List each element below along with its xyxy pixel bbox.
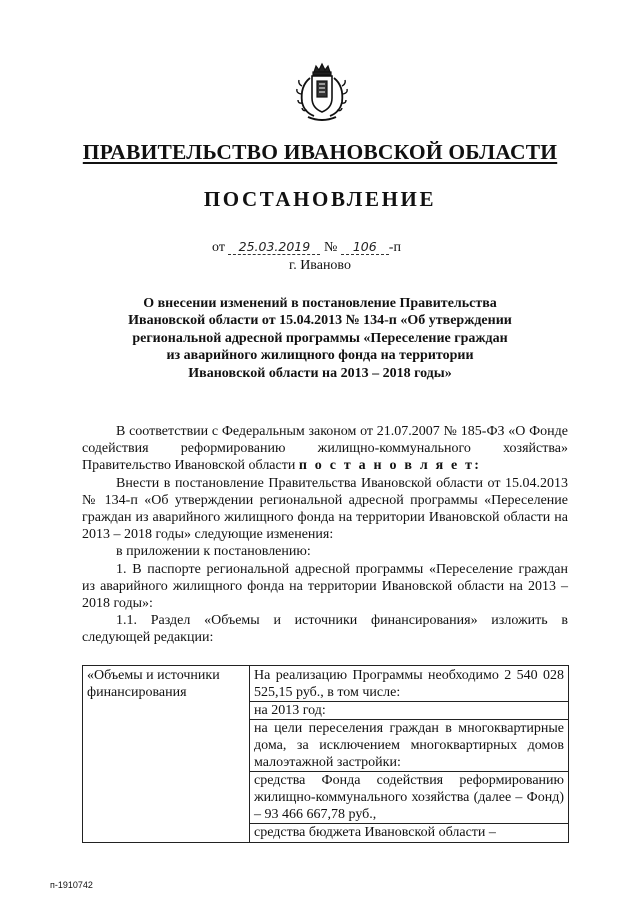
date-value: 25.03.2019 (228, 239, 320, 255)
paragraph-amend: Внести в постановление Правительства Ивановской области от 15.04.2013 № 134-п «Об утверждении региональной адресной программы «Переселение граждан из аварийного жилищного фонда на территории Ивановской области на 2013 – 2018 годы» следующие изменения: (82, 475, 568, 543)
resolves-word: п о с т а н о в л я е т: (298, 458, 482, 474)
regional-budget: средства бюджета Ивановской области – (250, 823, 568, 841)
government-title: ПРАВИТЕЛЬСТВО ИВАНОВСКОЙ ОБЛАСТИ (82, 140, 558, 164)
document-code: п-1910742 (50, 880, 93, 890)
financing-value-cell (250, 666, 569, 843)
heading-line: из аварийного жилищного фонда на территории (166, 348, 474, 364)
heading-line: Ивановской области на 2013 – 2018 годы» (188, 365, 452, 381)
heading-line: О внесении изменений в постановление Правительства (143, 296, 497, 311)
fund-amount: средства Фонда содействия реформированию жилищно-коммунального хозяйства (далее – Фонд) – 93 466 667,78 руб., (250, 771, 568, 823)
number-value: 106 (341, 239, 389, 255)
paragraph-item-1: 1. В паспорте региональной адресной программы «Переселение граждан из аварийного жилищного фонда на территории Ивановской области на 2013 – 2018 годы»: (82, 561, 568, 612)
table-row (83, 666, 569, 843)
year-label: на 2013 год: (250, 701, 568, 719)
total-amount: На реализацию Программы необходимо 2 540 028 525,15 руб., в том числе: (254, 668, 564, 700)
preamble-text: В соответствии с Федеральным законом от 21.07.2007 № 185-ФЗ «О Фонде содействия реформированию жилищно-коммунального хозяйства» Правительство Ивановской области (82, 424, 568, 474)
purpose-text: на цели переселения граждан в многоквартирные дома, за исключением многоквартирных домов малоэтажной застройки: (250, 719, 568, 771)
heading-line: региональной адресной программы «Переселение граждан (132, 330, 508, 346)
city: г. Иваново (289, 258, 351, 273)
financing-table (82, 665, 569, 843)
heading-line: Ивановской области от 15.04.2013 № 134-п «Об утверждении (128, 313, 512, 329)
paragraph-appendix: в приложении к постановлению: (116, 544, 311, 560)
date-prefix: от (212, 240, 225, 255)
document-type: ПОСТАНОВЛЕНИЕ (203, 187, 437, 211)
number-prefix: № (323, 240, 338, 255)
paragraph-item-1-1: 1.1. Раздел «Объемы и источники финансирования» изложить в следующей редакции: (82, 613, 568, 646)
financing-label-cell: «Объемы и источники финансирования (83, 666, 250, 843)
number-suffix: -п (388, 240, 401, 255)
